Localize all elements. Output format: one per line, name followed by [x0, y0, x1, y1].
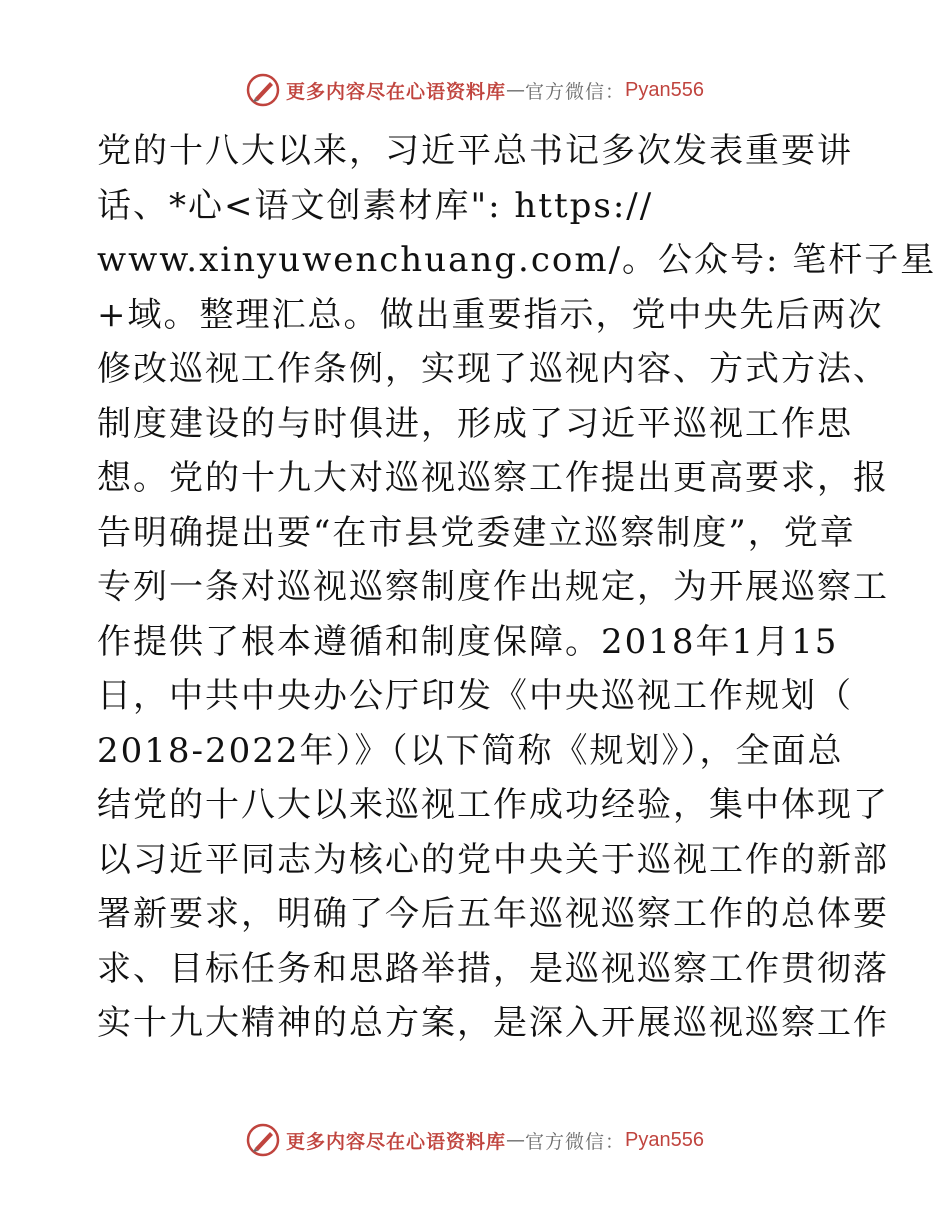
- body-line: www.xinyuwenchuang.com/。公众号: 笔杆子星: [97, 240, 937, 280]
- body-line: 话、*心<语文创素材库": https://: [97, 185, 654, 226]
- body-line: 署新要求，明确了今后五年巡视巡察工作的总体要: [97, 894, 889, 934]
- banner-dash: —: [506, 79, 526, 101]
- body-line: 2018-2022年）》（以下简称《规划》），全面总: [97, 730, 844, 771]
- body-line: 作提供了根本遵循和制度保障。2018年1月15: [97, 621, 839, 662]
- banner-title: 更多内容尽在心语资料库: [286, 1130, 507, 1153]
- document-body: [97, 124, 937, 1051]
- banner-wechat-id: Pyan556: [625, 78, 704, 101]
- banner-wechat-id: Pyan556: [625, 1128, 704, 1151]
- body-line: 修改巡视工作条例，实现了巡视内容、方式方法、: [97, 349, 889, 389]
- body-line: 求、目标任务和思路举措，是巡视巡察工作贯彻落: [97, 948, 889, 989]
- body-line: +域。整理汇总。做出重要指示，党中央先后两次: [97, 294, 884, 335]
- body-line: 告明确提出要“在市县党委建立巡察制度”，党章: [97, 512, 856, 553]
- body-line: 以习近平同志为核心的党中央关于巡视工作的新部: [97, 839, 889, 880]
- body-line: 日，中共中央办公厅印发《中央巡视工作规划（: [97, 676, 853, 716]
- banner-dash: —: [506, 1129, 526, 1151]
- body-line: 想。党的十九大对巡视巡察工作提出更高要求，报: [97, 458, 889, 498]
- footer-banner: [0, 1120, 950, 1160]
- banner-title: 更多内容尽在心语资料库: [286, 80, 507, 103]
- body-line: 党的十八大以来，习近平总书记多次发表重要讲: [97, 131, 853, 171]
- header-banner: [0, 70, 950, 110]
- pen-logo-icon: [246, 73, 280, 107]
- body-line: 结党的十八大以来巡视工作成功经验，集中体现了: [97, 785, 889, 825]
- body-line: 制度建设的与时俱进，形成了习近平巡视工作思: [97, 403, 853, 444]
- body-line: 专列一条对巡视巡察制度作出规定，为开展巡察工: [97, 567, 889, 607]
- banner-wechat-label: 官方微信：: [525, 1130, 626, 1153]
- pen-logo-icon: [246, 1123, 280, 1157]
- body-line: 实十九大精神的总方案，是深入开展巡视巡察工作: [97, 1003, 889, 1043]
- banner-wechat-label: 官方微信：: [525, 80, 626, 103]
